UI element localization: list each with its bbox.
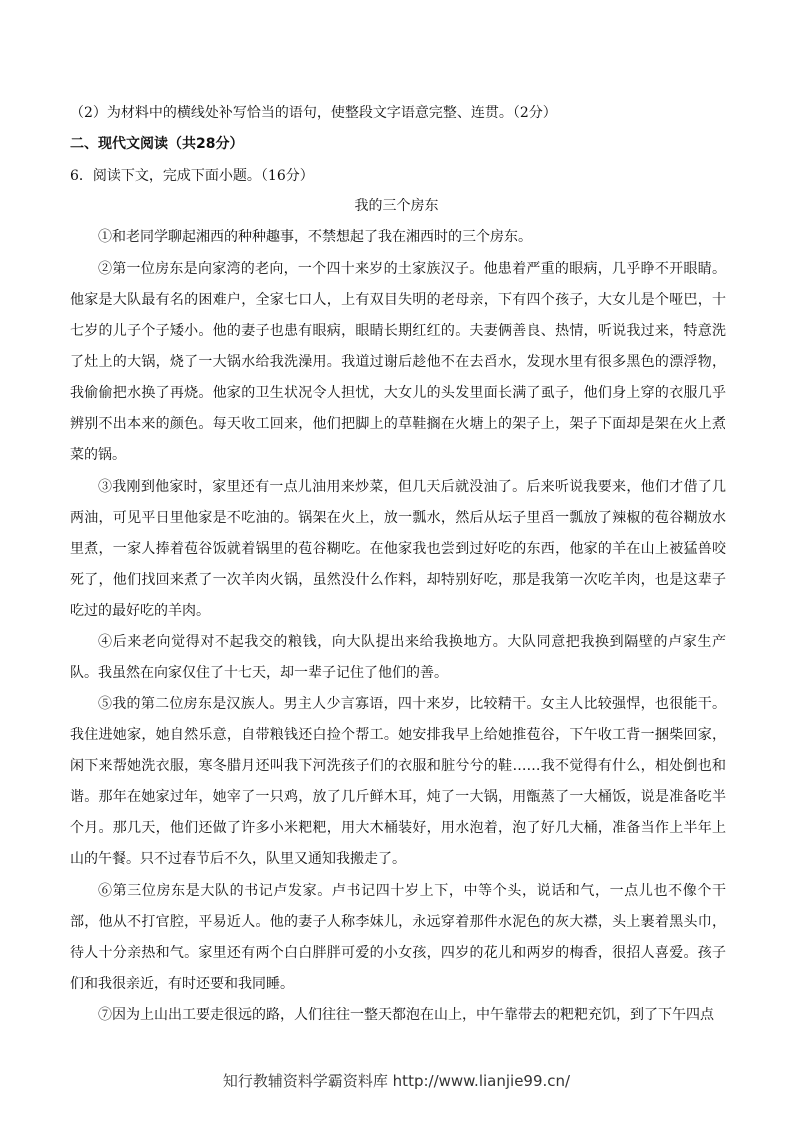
article-paragraph-5: ⑤我的第二位房东是汉族人。男主人少言寡语，四十来岁，比较精干。女主人比较强悍，也很能干。我住进她家，她自然乐意，自带粮钱还白捡个帮工。她安排我早上给她推苞谷，下午收工背一捆柴回家，闲下来帮她洗衣服，寒冬腊月还叫我下河洗孩子们的衣服和脏兮兮的鞋……我不觉得有什么，相处倒也和谐。那年在她家过年，她宰了一只鸡，放了几斤鲜木耳，炖了一大锅，用甑蒸了一大桶饭，说是准备吃半个月。那几天，他们还做了许多小米粑粑，用大木桶装好，用水泡着，泡了好几大桶，准备当作上半年上山的午餐。只不过春节后不久，队里又通知我搬走了。 bbox=[70, 696, 726, 867]
article-paragraph-7: ⑦因为上山出工要走很远的路，人们往往一整天都泡在山上，中午靠带去的粑粑充饥，到了下午四点 bbox=[98, 1007, 714, 1023]
article-paragraph-6: ⑥第三位房东是大队的书记卢发家。卢书记四十岁上下，中等个头，说话和气，一点儿也不像个干部，他从不打官腔，平易近人。他的妻子人称李妹儿，永远穿着那件水泥色的灰大襟，头上裹着黑头巾，待人十分亲热和气。家里还有两个白白胖胖可爱的小女孩，四岁的花儿和两岁的梅香，很招人喜爱。孩子们和我很亲近，有时还要和我同睡。 bbox=[70, 883, 726, 992]
footer-watermark-text: 知行教辅资料学霸资料库 http://www.lianjie99.cn/ bbox=[222, 1072, 571, 1090]
article-paragraph-4: ④后来老向觉得对不起我交的粮钱，向大队提出来给我换地方。大队同意把我换到隔壁的卢家生产队。我虽然在向家仅住了十七天，却一辈子记住了他们的善。 bbox=[70, 634, 726, 681]
article-paragraph-1: ①和老同学聊起湘西的种种趣事，不禁想起了我在湘西时的三个房东。 bbox=[98, 229, 532, 245]
question-part-2: （2）为材料中的横线处补写恰当的语句，使整段文字语意完整、连贯。（2分） bbox=[70, 105, 557, 121]
article-title: 我的三个房东 bbox=[354, 198, 439, 214]
section-heading: 二、现代文阅读（共28分） bbox=[70, 136, 244, 152]
article-paragraph-3: ③我刚到他家时，家里还有一点儿油用来炒菜，但几天后就没油了。后来听说我要来，他们才借了几两油，可见平日里他家是不吃油的。锅架在火上，放一瓢水，然后从坛子里舀一瓢放了辣椒的苞谷糊放水里煮，一家人捧着苞谷饭就着锅里的苞谷糊吃。在他家我也尝到过好吃的东西，他家的羊在山上被猛兽咬死了，他们找回来煮了一次羊肉火锅，虽然没什么作料，却特别好吃，那是我第一次吃羊肉，也是这辈子吃过的最好吃的羊肉。 bbox=[70, 479, 726, 619]
article-paragraph-2: ②第一位房东是向家湾的老向，一个四十来岁的土家族汉子。他患着严重的眼病，几乎睁不开眼睛。他家是大队最有名的困难户，全家七口人，上有双目失明的老母亲，下有四个孩子，大女儿是个哑巴，十七岁的儿子个子矮小。他的妻子也患有眼病，眼睛长期红红的。夫妻俩善良、热情，听说我过来，特意洗了灶上的大锅，烧了一大锅水给我洗澡用。我道过谢后趁他不在去舀水，发现水里有很多黑色的漂浮物，我偷偷把水换了再烧。他家的卫生状况令人担忧，大女儿的头发里面长满了虱子，他们身上穿的衣服几乎辨别不出本来的颜色。每天收工回来，他们把脚上的草鞋搁在火塘上的架子上，架子下面却是架在火上煮菜的锅。 bbox=[70, 261, 726, 463]
question-6-prompt: 6．阅读下文，完成下面小题。（16分） bbox=[70, 168, 314, 184]
